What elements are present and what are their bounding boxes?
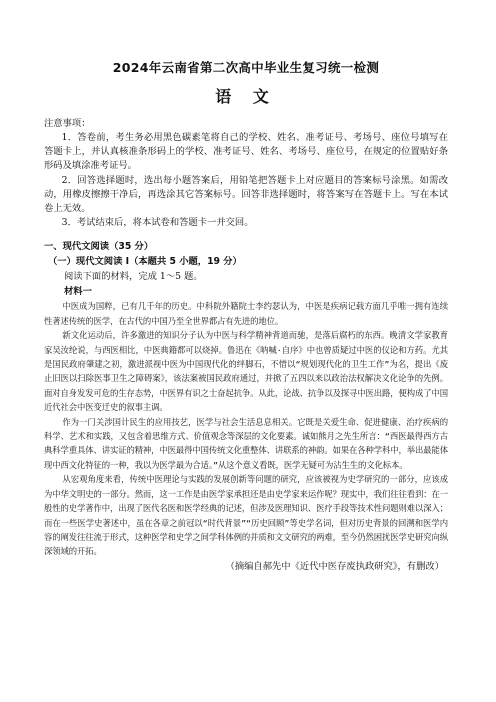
note-item: 2．回答选择题时，选出每小题答案后，用铅笔把答题卡上对应题目的答案标号涂黑。如需改动，用橡皮擦擦干净后，再选涂其它答案标号。回答非选择题时，将答案写在答题卡上。写在本试卷上无效。 [44,174,448,215]
material-paragraph: 从宏观角度来看，传统中医理论与实践的发展创新等问题的研究，应该被视为史学研究的一部分，应该成为中华文明史的一部分。然而，这一工作是由医学家承担还是由史学家来运作呢？现实中，我们往往看到：在一般性的史学著作中，出现了医代名医和医学经典的记述，但涉及医理知识、医疗手段等技术性问题则难以深入；而在一些医学史著述中，虽在各章之前冠以“时代背景”“历史回顾”等史学名词，但对历史背景的回溯和医学内容的阐发往往流于形式，这种医学和史学之间学科体例的并质和文文研究的两难，至今仍然困扰医学史研究向纵深领域的开拓。 [44,474,448,557]
subject-title: 语 文 [215,87,277,106]
section-subheading: （一）现代文阅读 I（本题共 5 小题，19 分） [48,256,242,268]
material-source: （摘编自郝先中《近代中医存废执政研究》，有删改） [225,560,444,572]
notes-section [44,117,448,230]
exam-title: 2024年云南省第二次高中毕业生复习统一检测 [112,60,380,75]
note-item: 3．考试结束后，将本试卷和答题卡一并交回。 [61,217,254,229]
material-label: 材料一 [64,286,92,298]
material-paragraph: 新文化运动后，许多激进的知识分子认为中医与科学精神背道而驰，是落后腐朽的东西。晚清文学家教育家吴汝纶说，与西医相比，中医典籍都可以烧掉。鲁迅在《呐喊·自序》中也曾质疑过中医的仪论和方药。尤其是国民政府肇建之初，激进派视中医为中国现代化的绊脚石，不惜以“规划现代化的卫生工作”为名，提出《废止旧医以扫除医事卫生之障碍案》，该法案被国民政府通过，并掀了五四以来以政治法权解决文化论争的先例。面对自身发发可危的生存态势，中医界有识之士奋起抗争。从此，论战、抗争以及探寻中医出路，便构成了中国近代社会中医变迁史的叙事主调。 [44,330,448,413]
notes-label: 注意事项： [44,118,91,129]
note-item: 1．答卷前，考生务必用黑色碳素笔将自己的学校、姓名、准考证号、考场号、座位号填写在答题卡上，并认真核准条形码上的学校、准考证号、姓名、考场号、座位号，在规定的位置贴好条形码及填涂准考证号。 [44,132,448,172]
section-heading: 一、现代文阅读（35 分） [44,241,154,253]
material-paragraph: 中医成为国粹，已有几千年的历史。中科院外籍院士李约瑟认为，中医是疾病记载方面几乎唯一拥有连续性著述传统的医学，在古代的中国乃至全世界都占有先进的地位。 [44,301,448,326]
section-intro: 阅读下面的材料，完成 1～5 题。 [64,271,203,283]
reading-section [44,239,448,573]
material-paragraph: 作为一门关涉国计民生的应用技艺，医学与社会生活息息相关。它既是关爱生命、促进健康、治疗疾病的科学、艺术和实践，又包含着思维方式、价值观念等深层的文化要素。诚如熊月之先生所言：“西医最得西方古典科学重具体、讲实证的精神，中医最得中国传统文化重整体、讲联系的神韵。如果在各种学科中，举出最能体现中西文化特征的一种，我以为医学最为合适。”从这个意义看既，医学无疑可为沾生生的文化标本。 [44,416,448,470]
